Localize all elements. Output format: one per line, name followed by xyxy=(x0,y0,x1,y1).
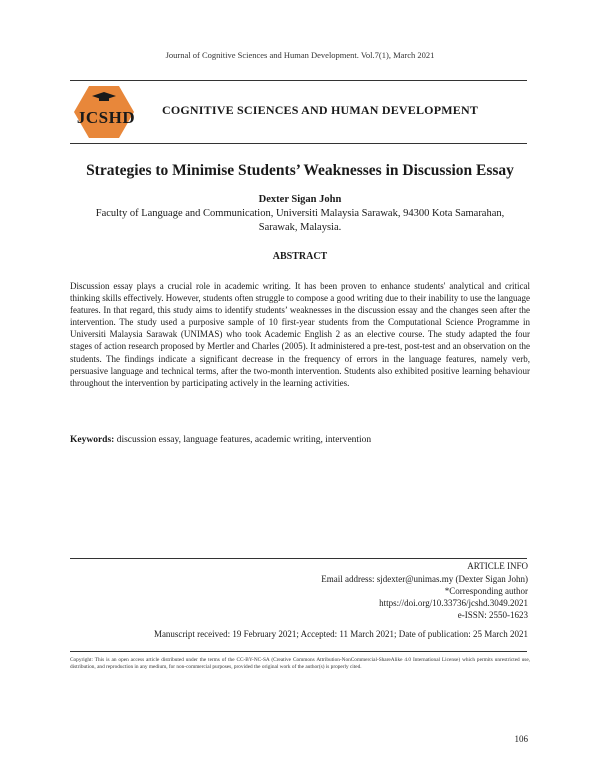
header-divider-top xyxy=(70,80,527,81)
affiliation-line-2: Sarawak, Malaysia. xyxy=(258,222,342,233)
article-title: Strategies to Minimise Students’ Weaknesses in Discussion Essay xyxy=(86,162,514,179)
journal-name: COGNITIVE SCIENCES AND HUMAN DEVELOPMENT xyxy=(162,103,479,117)
author-affiliation xyxy=(70,207,530,235)
article-info-divider xyxy=(70,558,527,559)
article-info-heading: ARTICLE INFO xyxy=(467,561,528,571)
journal-citation-line: Journal of Cognitive Sciences and Human Development. Vol.7(1), March 2021 xyxy=(165,50,435,60)
author-name: Dexter Sigan John xyxy=(258,194,342,205)
keywords-label: Keywords: xyxy=(70,435,115,445)
copyright-divider xyxy=(70,651,527,652)
abstract-body: Discussion essay plays a crucial role in academic writing. It has been proven to enhance students' analytical and critical thinking skills effectively. However, students often struggle to compose a good writing due to their inability to use the language features. In that regard, this study aims to identify students’ weaknesses in the discussion essay and the changes seen after the intervention. The study used a purposive sample of 10 first-year students from the Computational Science Programme in Universiti Malaysia Sarawak (UNIMAS) who took Academic English 2 as an elective course. The study adapted the four stages of action research proposed by Mertler and Charles (2005). It administered a pre-test, post-test and an observation on the students. The findings indicate a significant decrease in the frequency of errors in the language features, namely verb, persuasive language and technical terms, after the two-month intervention. Students also exhibited positive learning behaviour throughout the intervention by participating actively in the learning activities. xyxy=(70,281,530,388)
manuscript-dates: Manuscript received: 19 February 2021; Accepted: 11 March 2021; Date of publication: 25 March 2021 xyxy=(153,629,528,639)
abstract-heading: ABSTRACT xyxy=(272,251,328,262)
eissn: e-ISSN: 2550-1623 xyxy=(457,610,528,620)
author-email: Email address: sjdexter@unimas.my (Dexter Sigan John) xyxy=(321,574,528,584)
header-divider-bottom xyxy=(70,143,527,144)
copyright-notice: Copyright: This is an open access article distributed under the terms of the CC-BY-NC-SA (Creative Commons Attribution-NonCommercial-ShareAlike 4.0 International License) which permits unrestricted use, distribution, and reproduction in any medium, for non-commercial purposes, provided the original work of the author(s) is properly cited. xyxy=(70,657,530,671)
jcshd-logo xyxy=(70,86,142,142)
affiliation-line-1: Faculty of Language and Communication, Universiti Malaysia Sarawak, 94300 Kota Samarahan, xyxy=(95,208,505,219)
graduation-cap-icon xyxy=(92,92,116,102)
logo-text: JCSHD xyxy=(76,108,136,127)
keywords-text: discussion essay, language features, academic writing, intervention xyxy=(116,435,372,445)
page-number: 106 xyxy=(514,734,528,744)
keywords xyxy=(70,435,530,445)
doi-link[interactable]: https://doi.org/10.33736/jcshd.3049.2021 xyxy=(379,598,528,608)
corresponding-author-note: *Corresponding author xyxy=(444,586,528,596)
